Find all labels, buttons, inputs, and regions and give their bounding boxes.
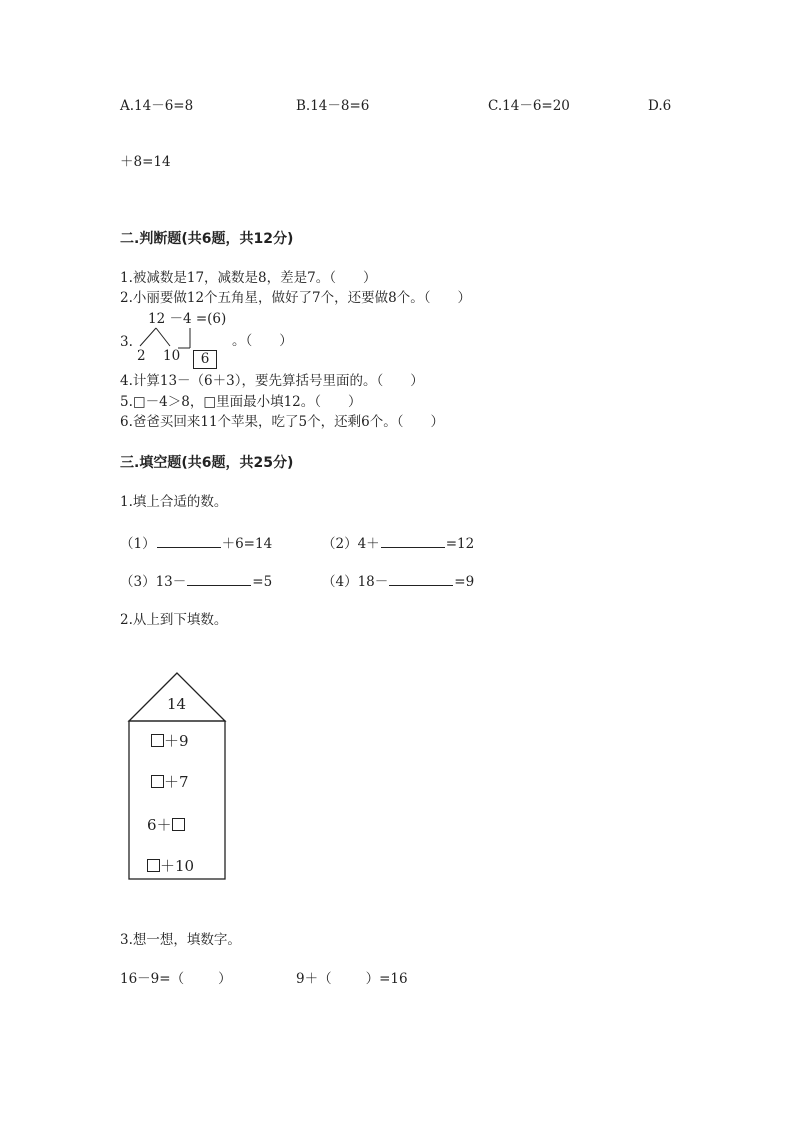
section3-title: 三.填空题(共6题，共25分): [120, 455, 294, 471]
house-row-3: [147, 818, 185, 833]
house-roof-number: 14: [167, 695, 187, 713]
split-left: 2: [137, 348, 146, 364]
house-row-2: [151, 775, 189, 790]
option-d-continued: ＋8=14: [120, 154, 171, 170]
house-row-2-text: ＋7: [164, 773, 189, 791]
q3-right: [296, 973, 408, 987]
option-d: D.6: [648, 98, 672, 114]
q1-p3-tail: =5: [252, 574, 273, 590]
q1-p4-blank[interactable]: [389, 574, 453, 586]
q3-left-pre: 16－9=（: [120, 971, 185, 987]
section2-title: 二.判断题(共6题，共12分): [120, 231, 294, 247]
q1-p4-label: （4）18－: [322, 574, 389, 590]
option-c: C.14－6=20: [488, 98, 570, 114]
item3-number: 3.: [120, 334, 133, 350]
item3-equation: 12 －4 =(6): [148, 311, 227, 327]
q1-p1-tail: ＋6=14: [221, 536, 273, 552]
house-row-1-box[interactable]: [151, 734, 164, 747]
q1-p1-label: （1）: [120, 536, 156, 552]
split-box: 6: [193, 350, 217, 369]
q1-part-3: [120, 574, 272, 590]
q1-part-1: [120, 536, 272, 552]
house-row-2-box[interactable]: [151, 775, 164, 788]
section2-item-2: 2.小丽要做12个五角星，做好了7个，还要做8个。（ ）: [120, 290, 471, 306]
house-row-4: [147, 859, 194, 874]
house-row-4-box[interactable]: [147, 859, 160, 872]
option-a: A.14－6=8: [120, 98, 194, 114]
house-row-4-text: ＋10: [160, 857, 195, 875]
section2-item-6: 6.爸爸买回来11个苹果，吃了5个，还剩6个。（ ）: [120, 414, 444, 430]
q1-part-4: [322, 574, 474, 590]
section2-item-1: 1.被减数是17，减数是8，差是7。（ ）: [120, 270, 377, 286]
q1-p3-label: （3）13－: [120, 574, 187, 590]
q3-right-pre: 9＋（: [296, 971, 332, 987]
split-right: 10: [163, 348, 181, 364]
q1-p1-blank[interactable]: [157, 536, 221, 548]
house-row-1: [151, 734, 189, 749]
section2-item-4: 4.计算13－（6＋3），要先算括号里面的。（ ）: [120, 373, 424, 389]
q3-left-post: ）: [218, 971, 232, 987]
house-row-1-text: ＋9: [164, 732, 189, 750]
q3-right-post: ）=16: [365, 971, 408, 987]
option-b: B.14－8=6: [296, 98, 370, 114]
q1-p2-label: （2）4＋: [322, 536, 380, 552]
q2-prompt: 2.从上到下填数。: [120, 612, 228, 628]
house-row-3-box[interactable]: [172, 818, 185, 831]
section2-item-5: 5.□－4＞8，□里面最小填12。（ ）: [120, 394, 362, 410]
q1-p2-blank[interactable]: [381, 536, 445, 548]
q3-prompt: 3.想一想，填数字。: [120, 932, 241, 948]
q1-p2-tail: =12: [445, 536, 475, 552]
q1-p4-tail: =9: [454, 574, 475, 590]
item3-suffix: 。（ ）: [232, 333, 293, 349]
q1-part-2: [322, 536, 474, 552]
house-row-3-text: 6＋: [147, 816, 172, 834]
q3-left: [120, 973, 232, 987]
q1-p3-blank[interactable]: [187, 574, 251, 586]
q1-prompt: 1.填上合适的数。: [120, 494, 228, 510]
